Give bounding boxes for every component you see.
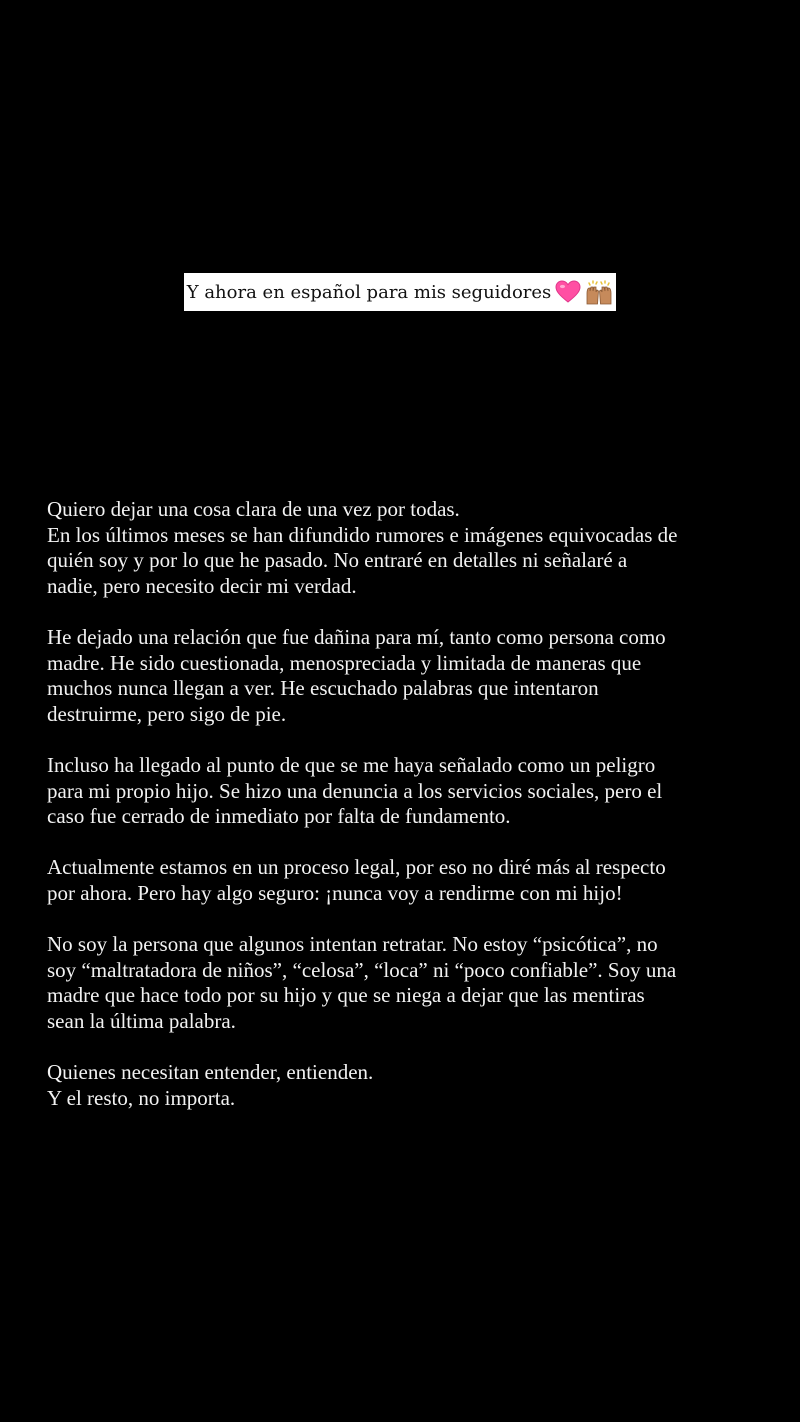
statement-line: Actualmente estamos en un proceso legal, por eso no diré más al respecto: [47, 855, 666, 880]
statement-line: madre. He sido cuestionada, menospreciada y limitada de maneras que: [47, 650, 642, 675]
statement-line: soy “maltratadora de niños”, “celosa”, “loca” ni “poco confiable”. Soy una: [47, 957, 677, 982]
statement-line: para mi propio hijo. Se hizo una denuncia a los servicios sociales, pero el: [47, 778, 663, 803]
statement-line: Y el resto, no importa.: [47, 1085, 236, 1110]
statement-line: He dejado una relación que fue dañina para mí, tanto como persona como: [47, 624, 666, 649]
statement-line: Quiero dejar una cosa clara de una vez por todas.: [47, 497, 460, 521]
statement-line: madre que hace todo por su hijo y que se niega a dejar que las mentiras: [47, 983, 645, 1008]
statement-line: caso fue cerrado de inmediato por falta de fundamento.: [47, 804, 511, 829]
statement-line: sean la última palabra.: [47, 1008, 236, 1033]
statement-paragraph-2: [47, 625, 767, 727]
statement-text: [47, 497, 767, 1137]
statement-line: Incluso ha llegado al punto de que se me haya señalado como un peligro: [47, 752, 656, 777]
statement-line: quién soy y por lo que he pasado. No entraré en detalles ni señalaré a: [47, 548, 628, 573]
statement-line: destruirme, pero sigo de pie.: [47, 701, 287, 726]
statement-line: En los últimos meses se han difundido rumores e imágenes equivocadas de: [47, 522, 678, 547]
statement-line: Quienes necesitan entender, entienden.: [47, 1060, 374, 1085]
statement-paragraph-4: [47, 855, 767, 906]
pink-heart-icon: [555, 280, 581, 304]
statement-line: No soy la persona que algunos intentan retratar. No estoy “psicótica”, no: [47, 932, 658, 957]
statement-paragraph-1: [47, 497, 767, 599]
statement-line: muchos nunca llegan a ver. He escuchado palabras que intentaron: [47, 676, 599, 701]
statement-paragraph-3: [47, 753, 767, 830]
statement-paragraph-6: [47, 1060, 767, 1111]
statement-paragraph-5: [47, 932, 767, 1034]
statement-line: nadie, pero necesito decir mi verdad.: [47, 573, 357, 598]
story-caption-sticker[interactable]: [184, 273, 616, 311]
caption-text: Y ahora en español para mis seguidores: [186, 281, 552, 303]
raising-hands-icon: [585, 279, 613, 305]
statement-line: por ahora. Pero hay algo seguro: ¡nunca voy a rendirme con mi hijo!: [47, 880, 623, 905]
